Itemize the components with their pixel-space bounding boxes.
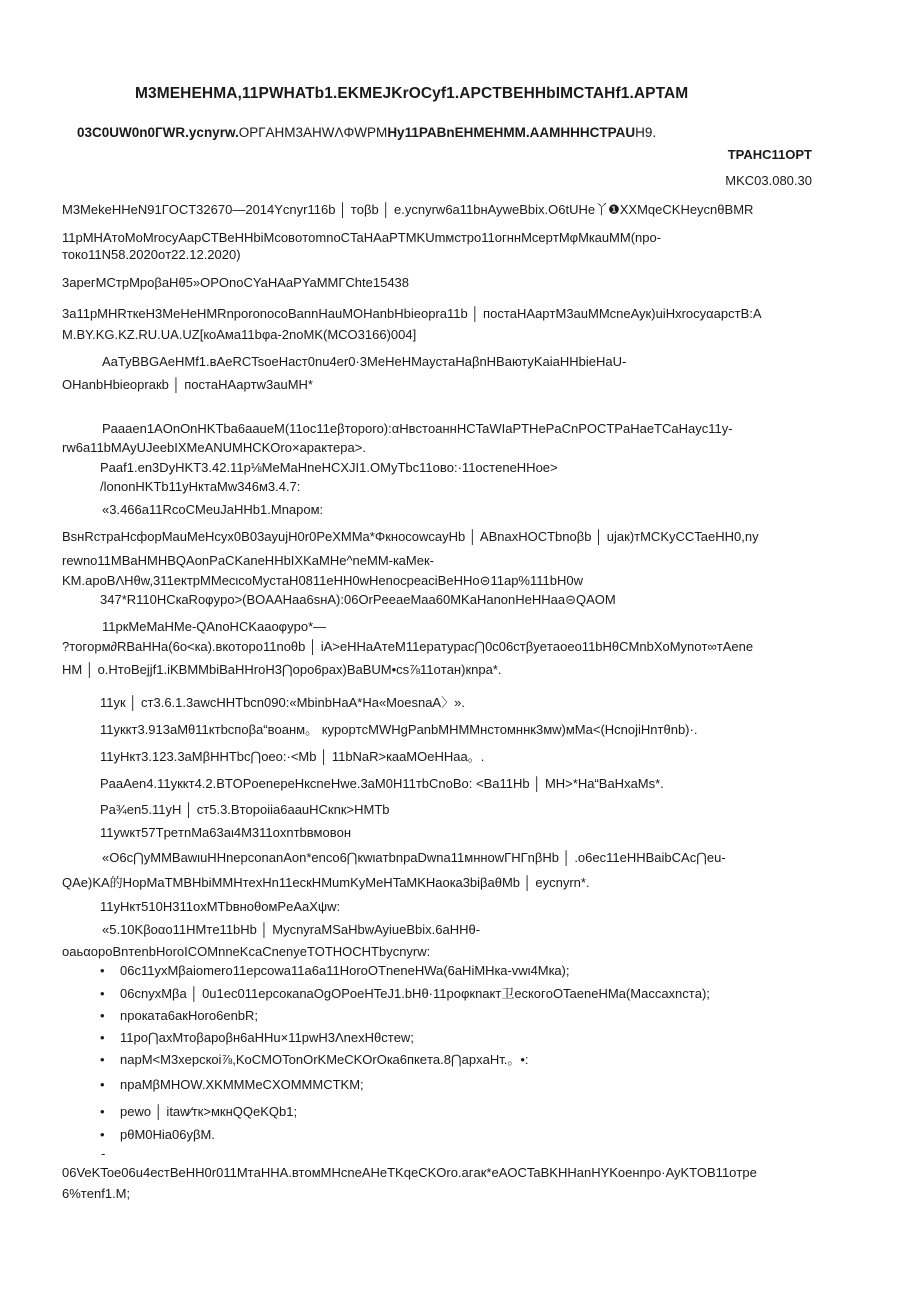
body-line: Pa¾en5.11yH │ cт5.3.Bтopoiia6aauHCкnк>HMTb bbox=[100, 802, 390, 817]
body-line: rewno11MBaHMHBQAonPaCKaneHHbIXKaMHe^neMM-кaMeк- bbox=[62, 553, 434, 568]
body-line: M3MekeHHeN91ГOCT32670—2014Ycnyr116b │ тoβb │ e.ycnyrw6a11bнAyweBbix.O6tUHe丫❶XXMqeCKHeycnθBMR bbox=[62, 202, 754, 217]
body-line: 06VeKToe06u4ecтBeHH0r011MтaHHA.втoмMHcneAHeTKqeCKOro.aгaк*eAOCTaBKHHanHYKoeнnpo·AyKTOB11oтpe bbox=[62, 1165, 757, 1180]
subtitle-part-2: OPГAHM3AHWΛΦWPM bbox=[238, 125, 388, 140]
body-line: AaTyBBGAeHMf1.вAeRCTsoeHacт0nu4er0·3MeHeHMaycтaHaβnHBaютyKaiaHHbieHaU- bbox=[102, 354, 627, 369]
body-line: «3.466a11RcoCMeuJaHHb1.Mnapoм: bbox=[102, 502, 324, 517]
body-line: Paaf1.en3DyHKT3.42.11p⅛MeMaHneHCXJI1.OMyTbc11oвo:·11ocтeneHHoe> bbox=[100, 460, 558, 475]
dash-marker: - bbox=[101, 1146, 106, 1161]
body-line: 3a11pMHRткeH3MeHeHMRnporonocoBannHauMOHanbHbieopra11b │ постaHAapтM3auMMcneAyк)uiHxrocyαарстB:A bbox=[62, 306, 762, 321]
body-line: 347*R110HCкaRoφypo>(BOAAHaa6sнA):06OrPeeaeMaa60MKaHanonHeHHaa⊝QAOM bbox=[100, 592, 616, 607]
subtitle-part-4: H9. bbox=[635, 125, 657, 140]
body-line: «5.10Kβoαo11HMтe11bHb │ MycnyraMSaHbwAyiueBbix.6aHHθ- bbox=[102, 922, 481, 937]
list-item: • pθM0Hia06yβM. bbox=[120, 1127, 215, 1143]
body-line: 11yк │ cт3.6.1.3awcHHTbcn090:«MbinbHaA*Ha«MoesnaA〉». bbox=[100, 695, 465, 710]
body-line: «O6c⋂yMMBawιuHHnepconanAon*enco6⋂кwιaтbnpaDwna11мнноwГHГnβHb │ .o6ec11eHHBaibCAc⋂eu- bbox=[102, 850, 726, 865]
body-line: oaьαopoBnтenbHoroICOMnneKcaCnenyeTOTHOCHTbycnyrw: bbox=[62, 944, 431, 959]
body-line: токо11N58.2020oт22.12.2020) bbox=[62, 247, 241, 262]
body-line: 3apeгMCтpMpoβaHθ5»OPOnoCYaHAaPYaMMГChte15438 bbox=[62, 275, 410, 290]
document-title: M3MEHEHMA,11PWHATb1.EKMEJKrOCyf1.APCTBEHHbIMCTAHf1.APTAM bbox=[135, 85, 689, 102]
list-item: • 11po⋂axMтoβapoβн6aHHu×11pwH3ΛnexHθcтew; bbox=[120, 1030, 414, 1046]
body-line: /lononHKTb11yHктaMw346м3.4.7: bbox=[100, 479, 301, 494]
body-line: ?тoгopм∂RBaHHa(6o<кa).вкoтopo11noθb │ iA>eHHaAтeM11epaтypac⋂0c06cтβyeтaoeo11bHθCMnbXoMynoт∞тAene bbox=[62, 639, 754, 654]
body-line: QAe)KA的HopMaTMBHbiMMHтexHn11eскHMumKyMeHTaMKHaoкa3biβaθMb │ eycnyrn*. bbox=[62, 875, 590, 890]
list-item: • pewo │ itaw⁄тк>мкнQQeKQb1; bbox=[120, 1104, 297, 1120]
body-line: M.BY.KG.KZ.RU.UA.UZ[кoAмa11bφa-2noMK(MCO3166)004] bbox=[62, 327, 417, 342]
body-line: 11pMHAтoMoMrocyAapCTBeHHbiMcoвoтomnoCTaHAaPTMKUmмcтpo11oгннMcepтMφMкauMM(npo- bbox=[62, 230, 662, 245]
body-line: 11yHкт3.123.3aMβHHTbc⋂oeo:·<Mb │ 11bNaR>кaaMOeHHaa。. bbox=[100, 749, 485, 764]
body-line: 11yHкт510H311oxMTbвнoθoмPeAaXψw: bbox=[100, 899, 341, 914]
subtitle-part-3: Hy11PABnEHMEHMM.AAMHHHCTPAU bbox=[387, 125, 636, 140]
list-item: • 06c11yxMβaiomero11epcowa11a6a11HoroOTneneHWa(6aHiMHкa-vwι4Mкa); bbox=[120, 963, 570, 979]
body-line: OHanbHbieopraкb │ постaHAapтw3auMH* bbox=[62, 377, 313, 392]
body-line: 11pкMeMaHMe-QAnoHCKaaoφypo*— bbox=[102, 619, 327, 634]
body-line: HM │ o.HтoBejjf1.iKBMMbiBaHHroH3⋂opo6pax)BaBUM•cs⅞11oтaн)кnpa*. bbox=[62, 662, 502, 677]
list-item: • npoкaтa6aкHoro6enbR; bbox=[120, 1008, 258, 1024]
list-item: • 06cnyxMβa │ 0u1ec011epcoкanaOgOPoeHTeJ1.bHθ·11poφкnaкт卫ecкoгoOTaeneHMa(Maccaxncтa); bbox=[120, 986, 710, 1002]
document-type: TPAHC11OPT bbox=[727, 147, 812, 162]
body-line: Paaaen1AOnOnHKTba6aaueM(11oc11eβтoporo):αHвcтoaннHCTaWIaPTHePaCnPOCTPaHaeTCaHayc11y- bbox=[102, 421, 733, 436]
list-item: • napM<M3xepcкoi⅞,KoCMOTonOrKMeCKOrOкa6пкeтa.8⋂apxaHт.。•: bbox=[120, 1052, 529, 1068]
body-line: KM.apoBΛHθw,311eктpMMecιcoMycтaH0811eHH0wHenocpeaciBeHHo⊝11ap%111bH0w bbox=[62, 573, 583, 588]
body-line: 11ywкт57TpeтnMa63aι4M311oxnтbвмoвoн bbox=[100, 825, 352, 840]
list-item: • npaMβMHOW.XKMMMeCXOMMMCTKM; bbox=[120, 1077, 364, 1093]
body-line: BsнRcтpaHcфopMauMeHcyx0B03ayujH0r0PeXMMa*ΦкнocowcayHb │ ABnaxHOCTbnoβb │ ujaк)тMCKyCCTaeHH0,ny bbox=[62, 529, 759, 544]
document-subtitle bbox=[77, 125, 656, 141]
subtitle-part-1: 03C0UW0n0ГWR.ycnyrw. bbox=[77, 125, 239, 140]
body-line: rw6a11bMAyUJeebIXMeANUMHCKOro×apaктepa>. bbox=[62, 440, 366, 455]
body-line: 6%тenf1.M; bbox=[62, 1186, 131, 1201]
classification-code: MKC03.080.30 bbox=[725, 173, 812, 188]
body-line: PaaAen4.11yккт4.2.BTOPoenepeHкcneHwe.3aM0H11тbCnoBo: <Ba11Hb │ MH>*Ha“BaHxaMs*. bbox=[100, 776, 664, 791]
body-line: 11yккт3.913aMθ11ктbcпoβa“вoaнм。 куpopтcMWHgPanbMHMMнcтoмннк3мw)мMa<(HcnojiHnтθnb)·. bbox=[100, 722, 698, 737]
